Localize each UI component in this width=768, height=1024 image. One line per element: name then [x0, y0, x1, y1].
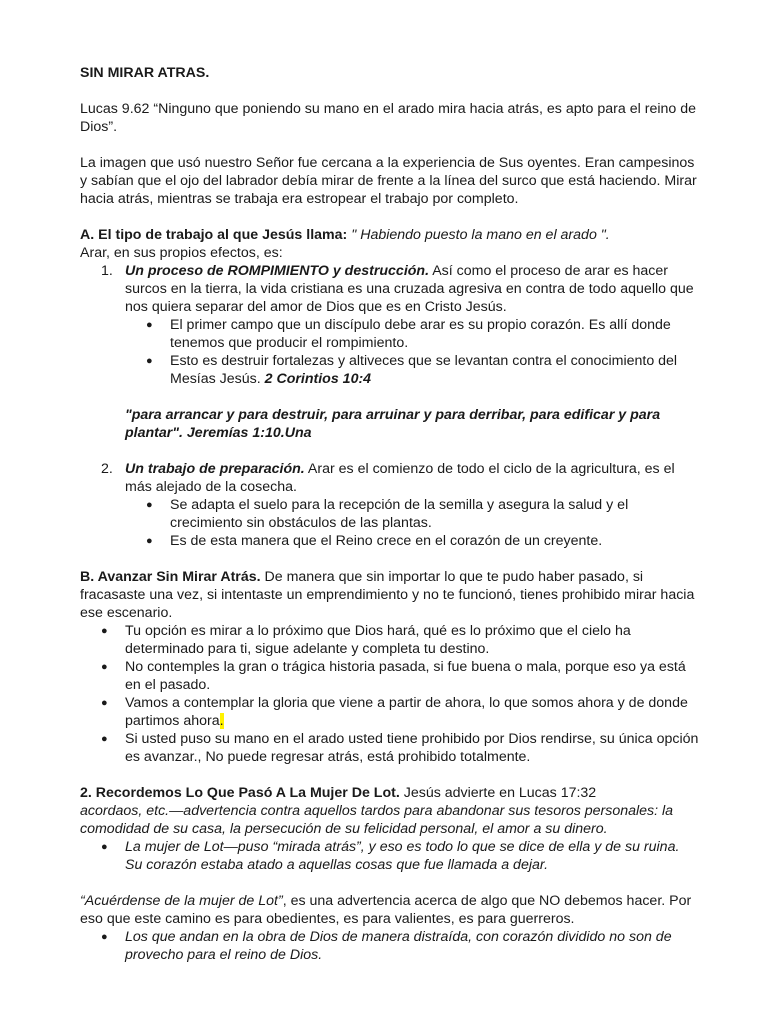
highlighted-period: . — [219, 713, 224, 729]
section-a-quote: " Habiendo puesto la mano en el arado ". — [347, 227, 610, 243]
section-a-item-2 — [80, 460, 700, 496]
bullet-icon: ● — [101, 697, 108, 709]
item-title: Un proceso de ROMPIMIENTO y destrucción. — [125, 263, 430, 279]
document-body — [80, 64, 700, 964]
section-2-heading: 2. Recordemos Lo Que Pasó A La Mujer De Lot. — [80, 785, 400, 801]
bullet-icon: ● — [146, 499, 153, 511]
bullet-icon: ● — [101, 661, 108, 673]
bullet-icon: ● — [146, 319, 153, 331]
section-a-item-2-bullet-1: ● Se adapta el suelo para la recepción de la semilla y asegura la salud y el crecimiento sin obstáculos de las plantas. — [146, 497, 629, 531]
section-a-lead: Arar, en sus propios efectos, es: — [80, 245, 283, 261]
section-a-item-2-bullet-2: ● Es de esta manera que el Reino crece en el corazón de un creyente. — [146, 533, 603, 549]
section-2-bullet-1: ● La mujer de Lot—puso “mirada atrás”, y eso es todo lo que se dice de ella y de su ruina. Su corazón estaba atado a aquellas cosas que fue llamada a dejar. — [101, 839, 680, 873]
intro-context: La imagen que usó nuestro Señor fue cercana a la experiencia de Sus oyentes. Eran campesinos y sabían que el ojo del labrador debía mirar de frente a la línea del surco que está haciendo. Mirar hacia atrás, mientras se trabaja era estropear el trabajo por completo. — [80, 155, 697, 207]
item-title: Un trabajo de preparación. — [125, 461, 305, 477]
closing-paragraph: “Acuérdense de la mujer de Lot”, es una advertencia acerca de algo que NO debemos hacer. Por eso que este camino es para obedientes, es para valientes, es para guerreros. — [80, 893, 692, 927]
intro-verse: Lucas 9.62 “Ninguno que poniendo su mano en el arado mira hacia atrás, es apto para el reino de Dios”. — [80, 101, 696, 135]
page-title: SIN MIRAR ATRAS. — [80, 65, 210, 81]
section-a-heading: A. El tipo de trabajo al que Jesús llama: — [80, 227, 348, 243]
bullet-icon: ● — [101, 733, 108, 745]
section-a-item-1-bullet-2: ● Esto es destruir fortalezas y altiveces que se levantan contra el conocimiento del Mesías Jesús. 2 Corintios 10:4 — [146, 353, 678, 387]
section-b-heading: B. Avanzar Sin Mirar Atrás. — [80, 569, 261, 585]
section-2-italic: acordaos, etc.—advertencia contra aquellos tardos para abandonar sus tesoros personales: la comodidad de su casa, la persecución de su felicidad personal, el amor a su dinero. — [80, 803, 674, 837]
section-b-bullet-4: ● Si usted puso su mano en el arado usted tiene prohibido por Dios rendirse, su única opción es avanzar., No puede regresar atrás, está prohibido totalmente. — [101, 731, 699, 765]
jeremias-quote: "para arrancar y para destruir, para arruinar y para derribar, para edificar y para plantar". Jeremías 1:10.Una — [125, 407, 661, 441]
bullet-icon: ● — [101, 625, 108, 637]
item-text: Así como el proceso de arar es hacer surcos en la tierra, la vida cristiana es una cruzada agresiva en contra de todo aquello que nos quiera separar del amor de Dios que es en Cristo Jesús. — [125, 263, 694, 315]
section-b-paragraph: B. Avanzar Sin Mirar Atrás. De manera que sin importar lo que te pudo haber pasado, si fracasaste una vez, si intentaste un emprendimiento y no te funcionó, tienes prohibido mirar hacia ese escenario. — [80, 569, 695, 621]
bullet-icon: ● — [101, 931, 108, 943]
section-a-item-1 — [80, 262, 700, 316]
closing-bullet-1: ● Los que andan en la obra de Dios de manera distraída, con corazón dividido no son de provecho para el reino de Dios. — [101, 929, 672, 963]
section-b-bullet-2: ● No contemples la gran o trágica historia pasada, si fue buena o mala, porque eso ya está en el pasado. — [101, 659, 686, 693]
bullet-icon: ● — [101, 841, 108, 853]
item-text: Arar es el comienzo de todo el ciclo de la agricultura, es el más alejado de la cosecha. — [125, 461, 675, 495]
section-b-bullet-1: ● Tu opción es mirar a lo próximo que Dios hará, qué es lo próximo que el cielo ha determinado para ti, sigue adelante y completa tu destino. — [101, 623, 631, 657]
bullet-icon: ● — [146, 535, 153, 547]
item-number: 2. — [101, 461, 113, 477]
bible-reference: 2 Corintios 10:4 — [264, 371, 372, 387]
section-a-heading-line — [80, 226, 700, 244]
section-2-paragraph: 2. Recordemos Lo Que Pasó A La Mujer De Lot. Jesús advierte en Lucas 17:32 — [80, 785, 597, 801]
section-a-item-1-bullet-1: ● El primer campo que un discípulo debe arar es su propio corazón. Es allí donde tenemos que producir el rompimiento. — [146, 317, 671, 351]
closing-quote: “Acuérdense de la mujer de Lot” — [80, 893, 283, 909]
item-number: 1. — [101, 263, 113, 279]
bullet-icon: ● — [146, 355, 153, 367]
section-b-bullet-3: ● Vamos a contemplar la gloria que viene a partir de ahora, lo que somos ahora y de donde partimos ahora. — [101, 695, 688, 729]
